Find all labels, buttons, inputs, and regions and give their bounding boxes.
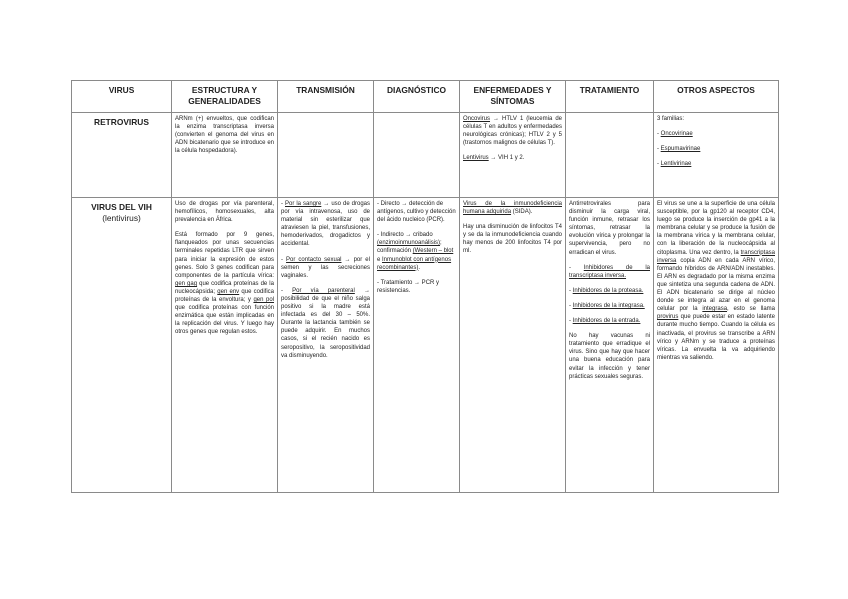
header-tratamiento: TRATAMIENTO (566, 81, 654, 113)
header-transmision: TRANSMISIÓN (278, 81, 374, 113)
retro-name-cell (72, 113, 172, 198)
enf-text: Hay una disminución de linfocitos T4 y se da la inmunodeficiencia cuando hay menos de 200 linfocitos T4 por ml. (463, 224, 562, 255)
vih-name-cell (72, 198, 172, 493)
header-estructura: ESTRUCTURA Y GENERALIDADES (172, 81, 278, 113)
family-lentivirinae: Lentivirinae (660, 161, 692, 168)
diag-directo: Directo → detección de antígenos, cultivo y detección del ácido nucleico (PCR). (377, 201, 456, 224)
vih-transmision: - Por la sangre → uso de drogas por vía intravenosa, uso de material sin esterilizar que atraviesen la piel, transfusiones, hemoderivados, drogadictos y accidental. - Por contacto sexual → por el semen y las secreciones vaginales. - Por vía parenteral → posibilidad de que el niño salga positivo si la madre está infectada es del 30 – 50%. Durante la lactancia también se puede adquirir. En muchos casos, si el recién nacido es seropositivo, la seropositividad va disminuyendo. (278, 198, 374, 493)
onco-text: HTLV 1 (leucemia de células T en adultos y enfermedades neurológicas crónicas); HTLV 2 y 5 (trastornos malignos de células T). (463, 116, 562, 147)
retro-estructura: ARNm (+) envueltos, que codifican la enzima transcriptasa inversa (convierten el genoma del virus en ADN bicatenario que se introduce en la célula hospedadora). (172, 113, 278, 198)
onco-label: Oncovirus (463, 116, 491, 122)
estructura-p1: Uso de drogas por vía parenteral, hemofílicos, homosexuales, alta prevalencia en África. (175, 201, 274, 224)
family-oncovirinae: Oncovirinae (660, 131, 693, 138)
gen-pol: gen pol (253, 297, 274, 304)
inhibidor-integrasa: Inhibidores de la integrasa. (572, 302, 645, 309)
retro-name: RETROVIRUS (94, 117, 149, 127)
header-virus: VIRUS (72, 81, 172, 113)
arrow-icon: → (344, 256, 351, 263)
vih-estructura: Uso de drogas por vía parenteral, hemofílicos, homosexuales, alta prevalencia en África. Está formado por 9 genes, flanqueados por unas secuencias terminales repetidas LTR que sirven para iniciar la expresión de estos genes. Solo 3 genes codifican para componentes de la partícula vírica: gen gag que codifica proteínas de la nucleocápsida; gen env que codifica proteínas de la envoltura; y gen pol que codifica proteínas con función enzimática que están implicadas en la replicación del virus. Y luego hay otros genes que regulan estos. (172, 198, 278, 493)
virus-table (71, 80, 779, 493)
sida-label: Virus de la inmunodeficiencia humana adquirida (463, 201, 562, 216)
table-row-vih (72, 198, 779, 493)
arrow-icon: → (323, 201, 330, 207)
header-diagnostico: DIAGNÓSTICO (374, 81, 460, 113)
vih-name: VIRUS DEL VIH (91, 202, 152, 212)
vih-enfermedades: Virus de la inmunodeficiencia humana adquirida (SIDA). Hay una disminución de linfocitos T4 y se da la inmunodeficiencia cuando hay menos de 200 linfocitos T4 por ml. (460, 198, 566, 493)
arrow-icon: → (493, 116, 500, 122)
diag-tratamiento: Tratamiento → PCR y resistencias. (377, 279, 440, 294)
gen-env: gen env (217, 288, 240, 295)
retro-otros: 3 familias: - Oncovirinae - Espumavirinae - Lentivirinae (654, 113, 779, 198)
trans-sangre-label: Por la sangre (285, 201, 322, 207)
trat-intro: Antirretrovirales para disminuir la carga viral, función inmune, retrasar los síntomas, retrasar la evolución vírica y prolongar la supervivencia, pero no erradican el virus. (569, 201, 650, 256)
table-row-retrovirus (72, 113, 779, 198)
family-espumavirinae: Espumavirinae (660, 146, 701, 153)
vih-tratamiento: Antirretrovirales para disminuir la carga viral, función inmune, retrasar los síntomas, retrasar la evolución vírica y prolongar la supervivencia, pero no erradican el virus. - Inhibidores de la transcriptasa inversa. - Inhibidores de la proteasa. - Inhibidores de la integrasa. - Inhibidores de la entrada. No hay vacunas ni tratamiento que erradique el virus. Sino que hay que hacer una buena educación para evitar la infección y tener prácticas sexuales seguras. (566, 198, 654, 493)
header-otros: OTROS ASPECTOS (654, 81, 779, 113)
lenti-text: VIH 1 y 2. (498, 155, 525, 162)
vih-diagnostico: - Directo → detección de antígenos, cultivo y detección del ácido nucleico (PCR). - Indirecto → cribado (enzimoinmunoanálisis); confirmación (Western – blot e Inmunoblot con antígenos recombinantes). - Tratamiento → PCR y resistencias. (374, 198, 460, 493)
trat-final: No hay vacunas ni tratamiento que erradique el virus. Sino que hay que hacer una buena educación para evitar la infección y tener prácticas sexuales seguras. (569, 333, 650, 380)
trans-parenteral-label: Por vía parenteral (292, 287, 355, 294)
otros-intro: 3 familias: (657, 116, 685, 122)
retro-diagnostico (374, 113, 460, 198)
inhibidor-entrada: Inhibidores de la entrada. (572, 318, 641, 325)
inhibidor-proteasa: Inhibidores de la proteasa. (572, 287, 644, 294)
arrow-icon: → (490, 155, 497, 162)
header-row (72, 81, 779, 113)
trans-sexual-label: Por contacto sexual (286, 256, 342, 263)
retro-enfermedades (460, 113, 566, 198)
gen-gag: gen gag (175, 280, 198, 287)
retro-transmision (278, 113, 374, 198)
header-enfermedades: ENFERMEDADES Y SÍNTOMAS (460, 81, 566, 113)
arrow-icon: → (363, 287, 370, 294)
lenti-label: Lentivirus (463, 155, 489, 162)
vih-subname: (lentivirus) (102, 213, 141, 223)
retro-tratamiento (566, 113, 654, 198)
inhibidor-ti: Inhibidores de la transcriptasa inversa. (569, 264, 650, 279)
vih-otros: El virus se une a la superficie de una célula susceptible, por la gp120 al receptor CD4, luego se produce la inserción de gp41 a la membrana celular y se produce la fusión de la membrana vírica y la membrana celular, con la liberación de la nucleocápsida al citoplasma. Una vez dentro, la transcriptasa inversa copia ADN en cada ARN vírico, formando híbridos de ARN/ADN inestables. El ARN es degradado por la misma enzima que sintetiza una segunda cadena de ADN. El ADN bicatenario se dirige al núcleo donde se integra al azar en el genoma celular por la integrasa, esto se llama provirus que puede estar en estado latente durante mucho tiempo. Cuando la célula es inactivada, el provirus se transcribe a ARN vírico y ARNm y se traduce a proteínas víricas. La envuelta la va adquiriendo mientras va saliendo. (654, 198, 779, 493)
